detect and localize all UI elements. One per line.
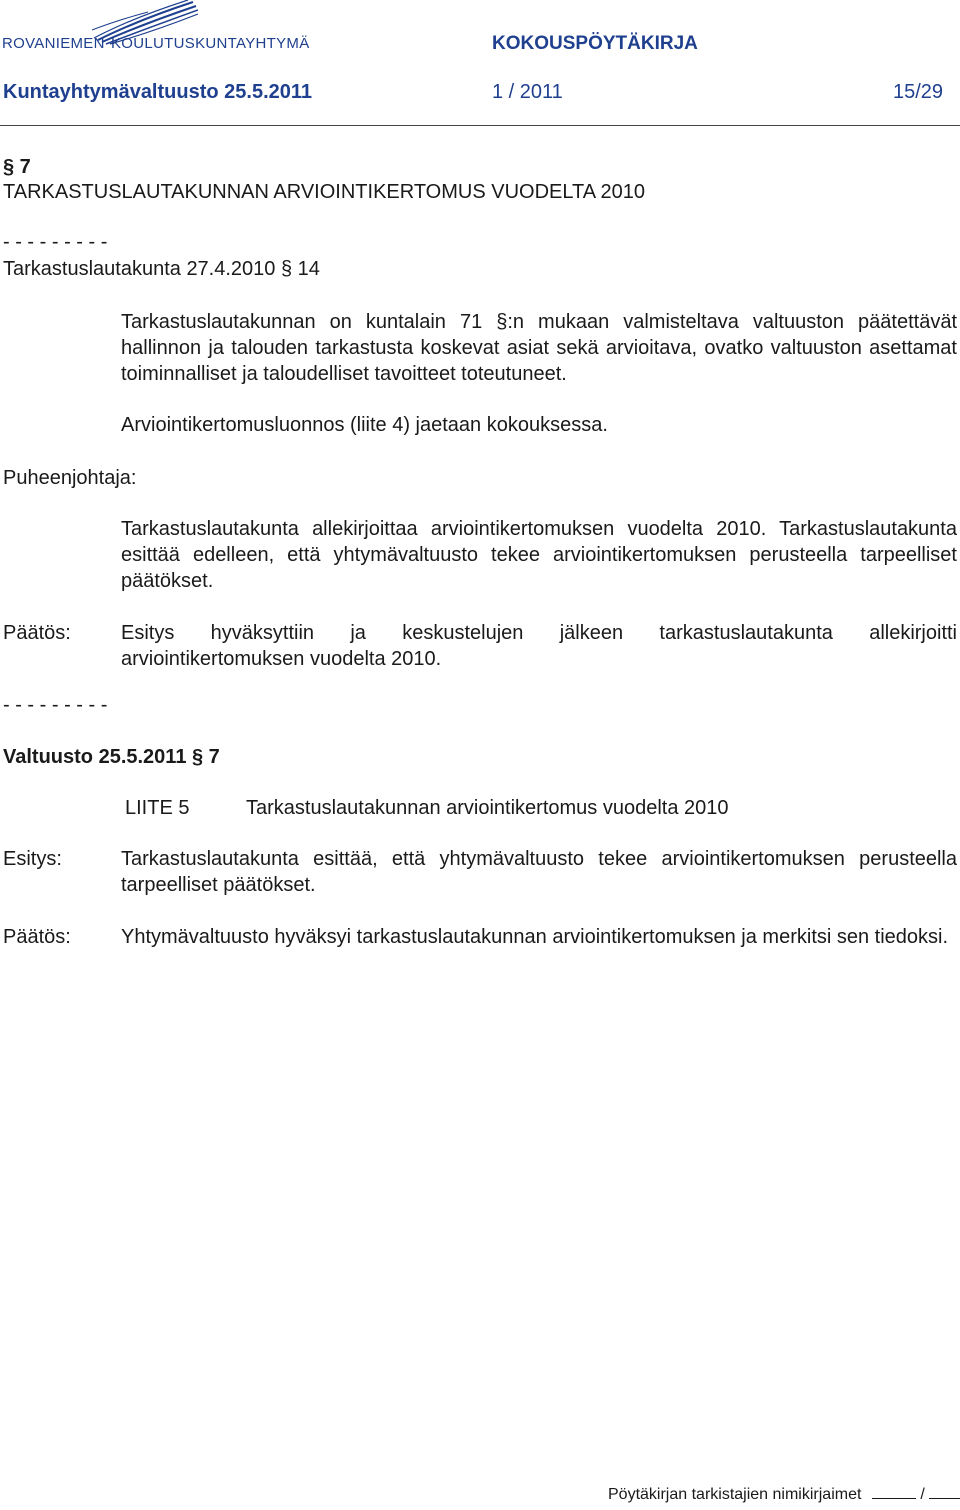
chair-label: Puheenjohtaja: — [3, 467, 137, 489]
header-divider — [0, 125, 960, 126]
signature-blank — [929, 1484, 960, 1499]
signature-label: Pöytäkirjan tarkistajien nimikirjaimet — [608, 1486, 862, 1503]
paragraph-final-decision: Yhtymävaltuusto hyväksyi tarkastuslautakunnan arviointikertomuksen ja merkitsi sen tiedoksi. — [121, 926, 949, 948]
council-heading: Valtuusto 25.5.2011 § 7 — [3, 746, 220, 768]
paragraph-chair-proposal: Tarkastuslautakunta allekirjoittaa arviointikertomuksen vuodelta 2010. Tarkastuslautakunta esittää edelleen, että yhtymävaltuusto tekee arviointikertomuksen perusteella tarpeelliset päätökset. — [121, 518, 957, 592]
proposal-label: Esitys: — [3, 848, 62, 870]
paragraph-decision: Esitys hyväksyttiin ja keskustelujen jälkeen tarkastuslautakunta allekirjoitti arviointikertomuksen vuodelta 2010. — [121, 622, 957, 670]
meeting-name: Kuntayhtymävaltuusto 25.5.2011 — [3, 81, 313, 103]
logo — [0, 0, 340, 60]
section-title: TARKASTUSLAUTAKUNNAN ARVIOINTIKERTOMUS VUODELTA 2010 — [3, 181, 646, 203]
separator-dashes: - - - - - - - - - — [3, 694, 108, 716]
attachment-title: Tarkastuslautakunnan arviointikertomus vuodelta 2010 — [246, 797, 729, 819]
signature-footer — [608, 1484, 960, 1505]
page-number: 15/29 — [893, 81, 944, 103]
attachment-label: LIITE 5 — [125, 797, 190, 819]
signature-blank — [872, 1484, 916, 1499]
issue-number: 1 / 2011 — [492, 81, 563, 103]
logo-text-right: KOULUTUSKUNTAYHTYMÄ — [111, 35, 310, 52]
decision-label: Päätös: — [3, 622, 71, 644]
logo-text-left: ROVANIEMEN — [2, 35, 105, 52]
decision-label: Päätös: — [3, 926, 71, 948]
paragraph-background: Tarkastuslautakunnan on kuntalain 71 §:n mukaan valmisteltava valtuuston päätettävät hallinnon ja talouden tarkastusta koskevat asiat sekä arvioitava, ovatko valtuuston asettamat toiminnalliset ja taloudelliset tavoitteet toteutuneet. — [121, 311, 957, 385]
paragraph-draft-report: Arviointikertomusluonnos (liite 4) jaetaan kokouksessa. — [121, 414, 608, 436]
section-number: § 7 — [3, 156, 31, 178]
paragraph-proposal: Tarkastuslautakunta esittää, että yhtymävaltuusto tekee arviointikertomuksen perusteella tarpeelliset päätökset. — [121, 848, 957, 896]
separator-dashes: - - - - - - - - - — [3, 231, 108, 253]
document-type: KOKOUSPÖYTÄKIRJA — [492, 33, 698, 54]
signature-separator: / — [920, 1486, 925, 1503]
committee-reference: Tarkastuslautakunta 27.4.2010 § 14 — [3, 258, 320, 280]
